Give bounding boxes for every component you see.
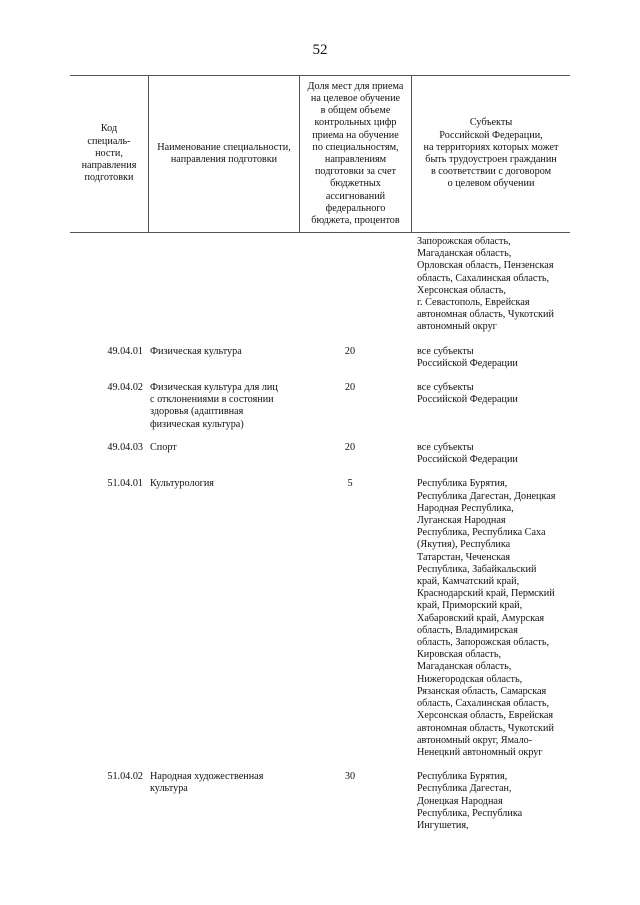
row-share: 30 [344, 771, 356, 783]
header-share: Доля мест для приема на целевое обучение в общем объеме контрольных цифр приема на обучение по специальностям, направлениям подготовки за счет бюджетных ассигнований федерального бюджета, процентов [307, 80, 404, 227]
header-subjects: Субъекты Российской Федерации, на территориях которых может быть трудоустроен гражданин в соответствии с договором о целевом обучении [423, 117, 559, 190]
header-name-cell [149, 76, 299, 232]
row-subjects: Запорожская область, Магаданская область, Орловская область, Пензенская область, Сахалинская область, Херсонская область, г. Севастополь, Еврейская автономная область, Чукотский автономный округ [417, 236, 554, 333]
row-name: Спорт [150, 442, 177, 454]
header-name: Наименование специальности, направления подготовки [157, 141, 291, 165]
row-code: 49.04.01 [107, 345, 143, 357]
table-row [70, 346, 570, 370]
table-body [70, 236, 570, 832]
row-name: Народная художественная культура [150, 771, 264, 795]
row-code: 51.04.01 [107, 478, 143, 490]
page-number: 52 [312, 42, 328, 58]
table-row [70, 382, 570, 430]
row-subjects: все субъекты Российской Федерации [417, 442, 518, 466]
header-code-cell [70, 76, 148, 232]
row-subjects: Республика Бурятия, Республика Дагестан, Донецкая Народная Республика, Луганская Народная Республика, Республика Саха (Якутия), Республика Татарстан, Чеченская Республика, Забайкальский край, Камчатский край, Краснодарский край, Пермский край, Приморский край, Хабаровский край, Амурская область, Владимирская область, Запорожская область, Кировская область, Магаданская область, Нижегородская область, Рязанская область, Самарская область, Сахалинская область, Херсонская область, Еврейская автономная область, Чукотский автономный округ, Ямало- Ненецкий автономный округ [417, 478, 556, 758]
row-subjects: Республика Бурятия, Республика Дагестан, Донецкая Народная Республика, Республика Ингушетия, [417, 771, 523, 831]
table-row [70, 236, 570, 334]
row-share: 20 [344, 382, 356, 394]
row-share: 20 [344, 442, 356, 454]
row-subjects: все субъекты Российской Федерации [417, 382, 518, 406]
header-code: Код специаль- ности, направления подготовки [81, 123, 137, 184]
table-header [70, 75, 570, 233]
row-code: 49.04.03 [107, 442, 143, 454]
table-row [70, 478, 570, 759]
row-subjects: все субъекты Российской Федерации [417, 345, 518, 369]
header-subjects-cell [412, 76, 570, 232]
row-code: 51.04.02 [107, 771, 143, 783]
row-code: 49.04.02 [107, 382, 143, 394]
header-share-cell [300, 76, 411, 232]
row-name: Культурология [150, 478, 214, 490]
row-share: 5 [347, 478, 353, 490]
table-row [70, 442, 570, 466]
row-name: Физическая культура для лиц с отклонениями в состоянии здоровья (адаптивная физическая культура) [150, 382, 278, 430]
table-row [70, 771, 570, 832]
row-name: Физическая культура [150, 345, 242, 357]
row-share: 20 [344, 345, 356, 357]
